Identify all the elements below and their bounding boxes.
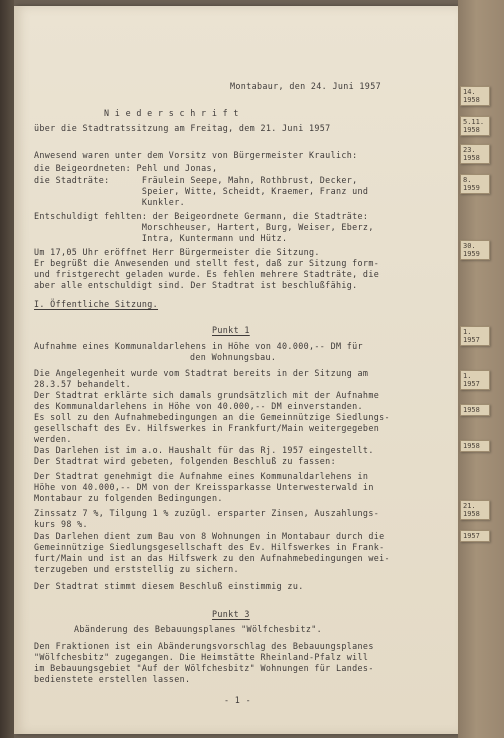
text-line: Der Stadtrat genehmigt die Aufnahme eines Kommunaldarlehens in: [34, 471, 369, 481]
text-line: den Wohnungsbau.: [190, 352, 277, 362]
index-tab[interactable]: 1958: [460, 440, 490, 452]
text-line: werden.: [34, 434, 72, 444]
item-heading-3: Punkt 3: [212, 609, 250, 619]
date-line: Montabaur, den 24. Juni 1957: [230, 81, 381, 91]
text-line: Morschheuser, Hartert, Burg, Weiser, Eberz,: [34, 222, 374, 232]
index-tab[interactable]: 23. 1958: [460, 144, 490, 164]
text-line: 28.3.57 behandelt.: [34, 379, 132, 389]
text-line: Der Stadtrat erklärte sich damals grundsätzlich mit der Aufnahme: [34, 390, 380, 400]
text-line: Anwesend waren unter dem Vorsitz von Bürgermeister Kraulich:: [34, 150, 358, 160]
text-line: und fristgerecht geladen wurde. Es fehlen mehrere Stadträte, die: [34, 269, 380, 279]
text-line: Um 17,05 Uhr eröffnet Herr Bürgermeister die Sitzung.: [34, 247, 320, 257]
text-line: des Kommunaldarlehens in Höhe von 40.000,-- DM einverstanden.: [34, 401, 363, 411]
document-page: [14, 6, 458, 734]
text-line: Montabaur zu folgenden Bedingungen.: [34, 493, 223, 503]
text-line: Die Angelegenheit wurde vom Stadtrat bereits in der Sitzung am: [34, 368, 369, 378]
text-line: Speier, Witte, Scheidt, Kraemer, Franz und: [34, 186, 369, 196]
text-line: Zinssatz 7 %, Tilgung 1 % zuzügl. ersparter Zinsen, Auszahlungs-: [34, 508, 380, 518]
text-line: gesellschaft des Ev. Hilfswerkes in Frankfurt/Main weitergegeben: [34, 423, 380, 433]
page-number: - 1 -: [224, 695, 251, 705]
text-line: Der Stadtrat stimmt diesem Beschluß einstimmig zu.: [34, 581, 304, 591]
index-tab[interactable]: 1957: [460, 530, 490, 542]
text-line: Der Stadtrat wird gebeten, folgenden Beschluß zu fassen:: [34, 456, 336, 466]
index-tab[interactable]: 21. 1958: [460, 500, 490, 520]
binding-edge: [0, 0, 14, 738]
index-tabs-strip: [458, 0, 504, 738]
text-line: Gemeinnützige Siedlungsgesellschaft des Ev. Hilfswerkes in Frank-: [34, 542, 385, 552]
text-line: die Beigeordneten: Pehl und Jonas,: [34, 163, 218, 173]
item-heading-1: Punkt 1: [212, 325, 250, 335]
text-line: Aufnahme eines Kommunaldarlehens in Höhe von 40.000,-- DM für: [34, 341, 363, 351]
index-tab[interactable]: 14. 1958: [460, 86, 490, 106]
text-line: Das Darlehen ist im a.o. Haushalt für das Rj. 1957 eingestellt.: [34, 445, 374, 455]
text-line: "Wölfchesbitz" zugegangen. Die Heimstätte Rheinland-Pfalz will: [34, 652, 369, 662]
text-line: Er begrüßt die Anwesenden und stellt fest, daß zur Sitzung form-: [34, 258, 380, 268]
text-line: Das Darlehen dient zum Bau von 8 Wohnungen in Montabaur durch die: [34, 531, 385, 541]
text-line: Es soll zu den Aufnahmebedingungen an die Gemeinnützige Siedlungs-: [34, 412, 390, 422]
text-line: bedienstete erstellen lassen.: [34, 674, 191, 684]
text-line: furt/Main und ist an das Hilfswerk zu den Aufnahmebedingungen wei-: [34, 553, 390, 563]
index-tab[interactable]: 1. 1957: [460, 370, 490, 390]
index-tab[interactable]: 5.11. 1958: [460, 116, 490, 136]
subtitle: über die Stadtratssitzung am Freitag, dem 21. Juni 1957: [34, 123, 331, 133]
text-line: kurs 98 %.: [34, 519, 88, 529]
text-line: Intra, Kuntermann und Hütz.: [34, 233, 288, 243]
text-line: aber alle entschuldigt sind. Der Stadtrat ist beschlußfähig.: [34, 280, 358, 290]
index-tab[interactable]: 1958: [460, 404, 490, 416]
text-line: Abänderung des Bebauungsplanes "Wölfchesbitz".: [74, 624, 323, 634]
text-line: im Bebauungsgebiet "Auf der Wölfchesbitz" Wohnungen für Landes-: [34, 663, 374, 673]
index-tab[interactable]: 30. 1959: [460, 240, 490, 260]
text-line: Den Fraktionen ist ein Abänderungsvorschlag des Bebauungsplanes: [34, 641, 374, 651]
index-tab[interactable]: 1. 1957: [460, 326, 490, 346]
document-text: [34, 6, 450, 705]
text-line: terzugeben und erststellig zu sichern.: [34, 564, 239, 574]
text-line: Entschuldigt fehlten: der Beigeordnete Germann, die Stadträte:: [34, 211, 369, 221]
index-tab[interactable]: 8. 1959: [460, 174, 490, 194]
document-title: N i e d e r s c h r i f t: [104, 108, 239, 118]
text-line: die Stadträte: Fräulein Seepe, Mahn, Rothbrust, Decker,: [34, 175, 358, 185]
text-line: Höhe von 40.000,-- DM von der Kreissparkasse Unterwesterwald in: [34, 482, 374, 492]
text-line: Kunkler.: [34, 197, 185, 207]
section-heading: I. Öffentliche Sitzung.: [34, 299, 159, 309]
